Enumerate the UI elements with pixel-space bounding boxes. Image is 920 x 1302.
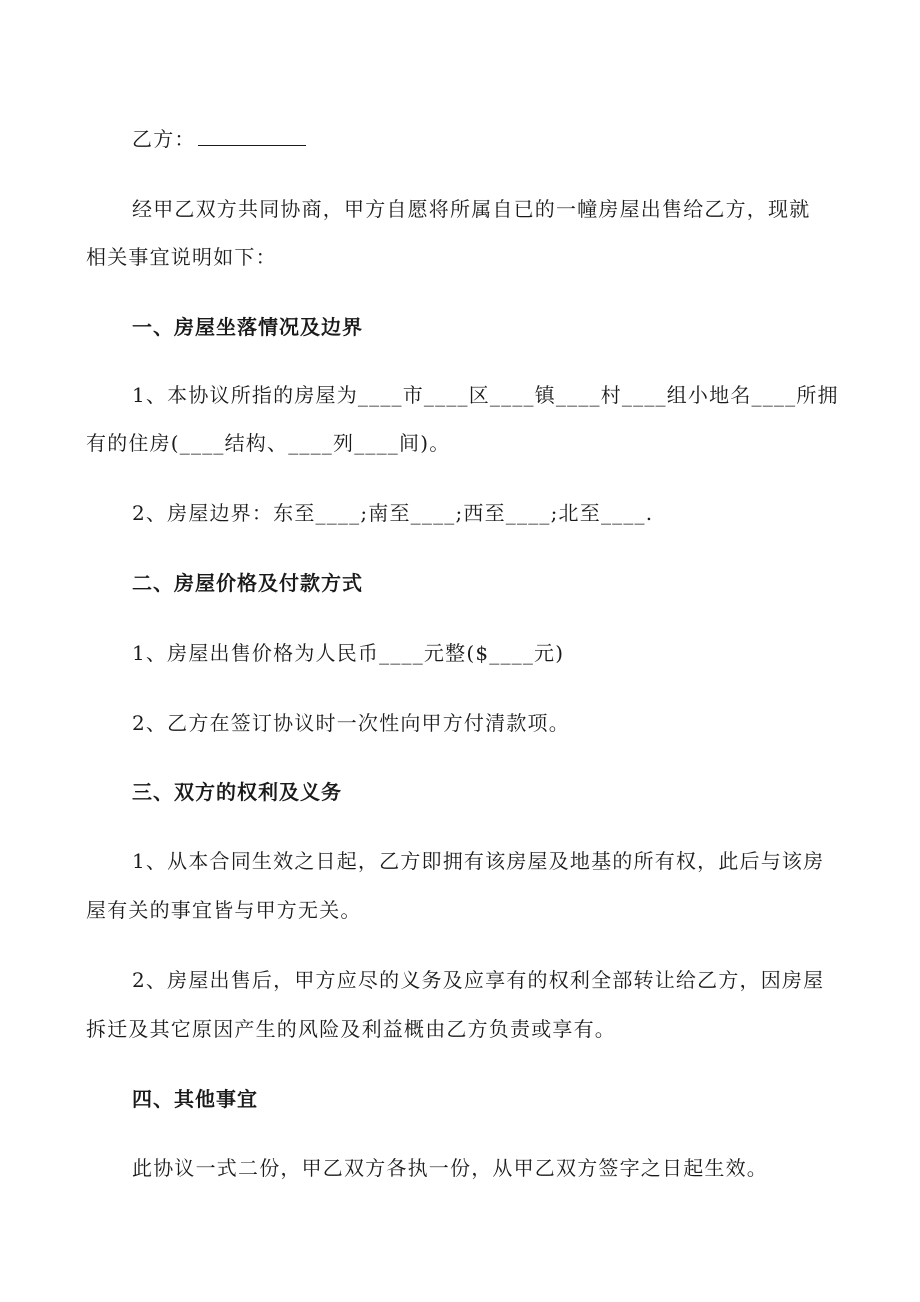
section-1-heading: 一、房屋坐落情况及边界	[132, 315, 363, 339]
section-4-item-1: 此协议一式二份，甲乙双方各执一份，从甲乙双方签字之日起生效。	[132, 1156, 768, 1180]
section-2-item-2: 2、乙方在签订协议时一次性向甲方付清款项。	[132, 711, 570, 735]
section-2-heading: 二、房屋价格及付款方式	[132, 571, 363, 595]
section-1-item-1-line-2: 有的住房(____结构、____列____间)。	[86, 431, 451, 455]
section-4-heading: 四、其他事宜	[132, 1087, 258, 1111]
section-3-item-1-line-1: 1、从本合同生效之日起，乙方即拥有该房屋及地基的所有权，此后与该房	[132, 849, 825, 873]
party-b-blank	[198, 127, 306, 146]
intro-line-2: 相关事宜说明如下：	[86, 245, 277, 269]
section-3-item-2-line-2: 拆迁及其它原因产生的风险及利益概由乙方负责或享有。	[86, 1017, 616, 1041]
section-2-item-1: 1、房屋出售价格为人民币____元整($____元)	[132, 641, 565, 665]
section-1-item-1-line-1: 1、本协议所指的房屋为____市____区____镇____村____组小地名____所拥	[132, 383, 839, 407]
party-b-label: 乙方：	[132, 127, 196, 151]
intro-line-1: 经甲乙双方共同协商，甲方自愿将所属自已的一幢房屋出售给乙方，现就	[132, 197, 811, 221]
section-1-item-2: 2、房屋边界：东至____;南至____;西至____;北至____.	[132, 501, 654, 525]
section-3-item-1-line-2: 屋有关的事宜皆与甲方无关。	[86, 898, 362, 922]
party-b-line	[132, 126, 892, 152]
section-3-heading: 三、双方的权利及义务	[132, 780, 342, 804]
section-3-item-2-line-1: 2、房屋出售后，甲方应尽的义务及应享有的权利全部转让给乙方，因房屋	[132, 968, 825, 992]
